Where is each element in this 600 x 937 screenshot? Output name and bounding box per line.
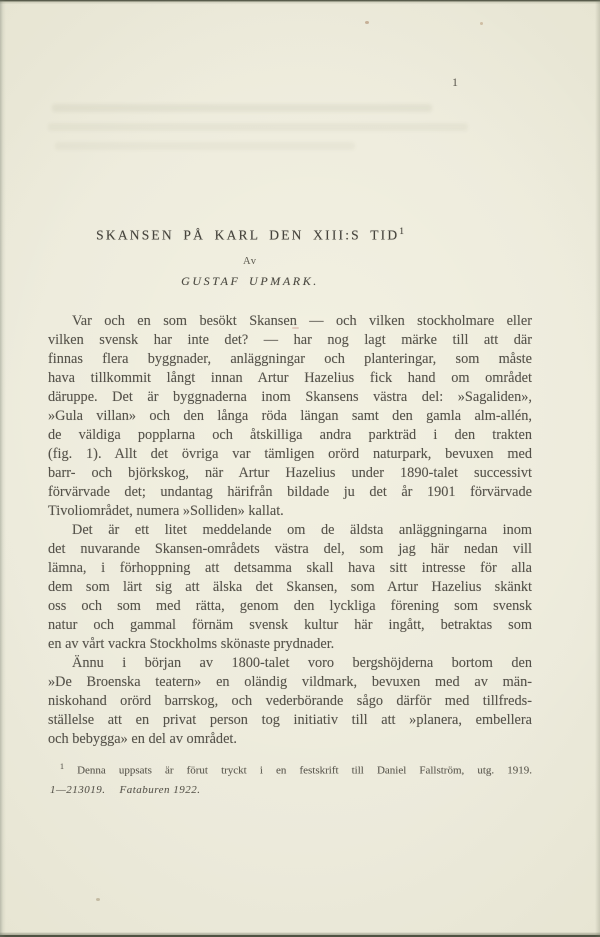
- signature-number: 1—213019.: [50, 783, 106, 796]
- paragraph-3: [48, 654, 532, 749]
- text-line: oss och som med rätta, genom den lyckliga förening som svensk: [48, 598, 532, 614]
- paper-speck: [480, 22, 483, 25]
- text-line: (fig. 1). Allt det övriga var tämligen orörd naturpark, bevuxen med: [48, 446, 532, 462]
- footnote: [50, 757, 532, 800]
- page-bottom-edge: [0, 932, 600, 937]
- footnote-text: Denna uppsats är förut tryckt i en festskrift till Daniel Fallström, utg. 1919.: [77, 764, 533, 777]
- text-line: Var och en som besökt Skansen — och vilken stockholmare eller: [72, 313, 532, 329]
- text-line: vilken svensk har inte det? — har nog lagt märke till att där: [48, 332, 532, 348]
- text-line: och bebygga» en del av området.: [48, 731, 237, 747]
- text-line: Det är ett litet meddelande om de äldsta anläggningarna inom: [72, 522, 532, 538]
- journal-name: Fataburen 1922.: [119, 783, 201, 796]
- text-line: natur och gammal förnäm svensk kultur här ingått, betraktas som: [48, 617, 532, 633]
- article-title: [95, 226, 405, 244]
- text-line: Ännu i början av 1800-talet voro bergshöjderna bortom den: [72, 655, 532, 671]
- page-left-edge: [0, 0, 6, 937]
- text-line: barr- och björkskog, när Artur Hazelius under 1890-talet successivt: [48, 465, 532, 481]
- text-line: en av vårt vackra Stockholms skönaste prydnader.: [48, 636, 335, 652]
- paragraph-1: [48, 312, 532, 521]
- paper-speck: [96, 898, 100, 901]
- title-footnote-marker: 1: [399, 226, 404, 236]
- text-line: dem som lärt sig att älska det Skansen, som Artur Hazelius skänkt: [48, 579, 532, 595]
- ghost-showthrough: [52, 104, 432, 112]
- author-name: GUSTAF UPMARK.: [181, 274, 319, 288]
- text-line: däruppe. Det är byggnaderna inom Skansens västra del: »Sagaliden»,: [48, 389, 532, 405]
- footnote-line: [50, 757, 532, 781]
- page-top-edge: [0, 0, 600, 4]
- paper-speck: [365, 21, 369, 24]
- text-line: lämna, i förhoppning att detsamma skall hava sitt intresse för alla: [48, 560, 532, 576]
- text-line: »Gula villan» och den långa röda längan samt den gamla alm-allén,: [48, 408, 532, 424]
- imprint-line: [50, 781, 532, 800]
- ghost-showthrough: [48, 123, 468, 131]
- paragraph-2: [48, 521, 532, 654]
- page-number: 1: [452, 75, 459, 89]
- text-line: det nuvarande Skansen-områdets västra del, som jag här nedan vill: [48, 541, 532, 557]
- article-title-text: SKANSEN PÅ KARL DEN XIII:S TID: [96, 227, 400, 243]
- text-line: förvärvade det; undantag härifrån bildade ju det år 1901 förvärvade: [48, 484, 532, 500]
- footnote-marker: 1: [60, 762, 64, 771]
- page-right-edge: [595, 0, 600, 937]
- text-line: ställelse att en privat person tog initiativ till att »planera, embellera: [48, 712, 532, 728]
- text-line: »De Broenska teatern» en oländig vildmark, bevuxen med av män-: [48, 674, 532, 690]
- byline: Av: [242, 256, 258, 267]
- text-line: de väldiga popplarna och åtskilliga andra parkträd i den trakten: [48, 427, 532, 443]
- body-text: [48, 312, 532, 749]
- text-line: Tivoliområdet, numera »Solliden» kallat.: [48, 503, 284, 519]
- text-line: finnas flera byggnader, anläggningar och planteringar, som måste: [48, 351, 532, 367]
- ghost-showthrough: [55, 142, 355, 150]
- text-line: hava tillkommit långt innan Artur Hazelius fick hand om området: [48, 370, 532, 386]
- text-line: niskohand orörd barrskog, och vederbörande sågo därför med tillfreds-: [48, 693, 532, 709]
